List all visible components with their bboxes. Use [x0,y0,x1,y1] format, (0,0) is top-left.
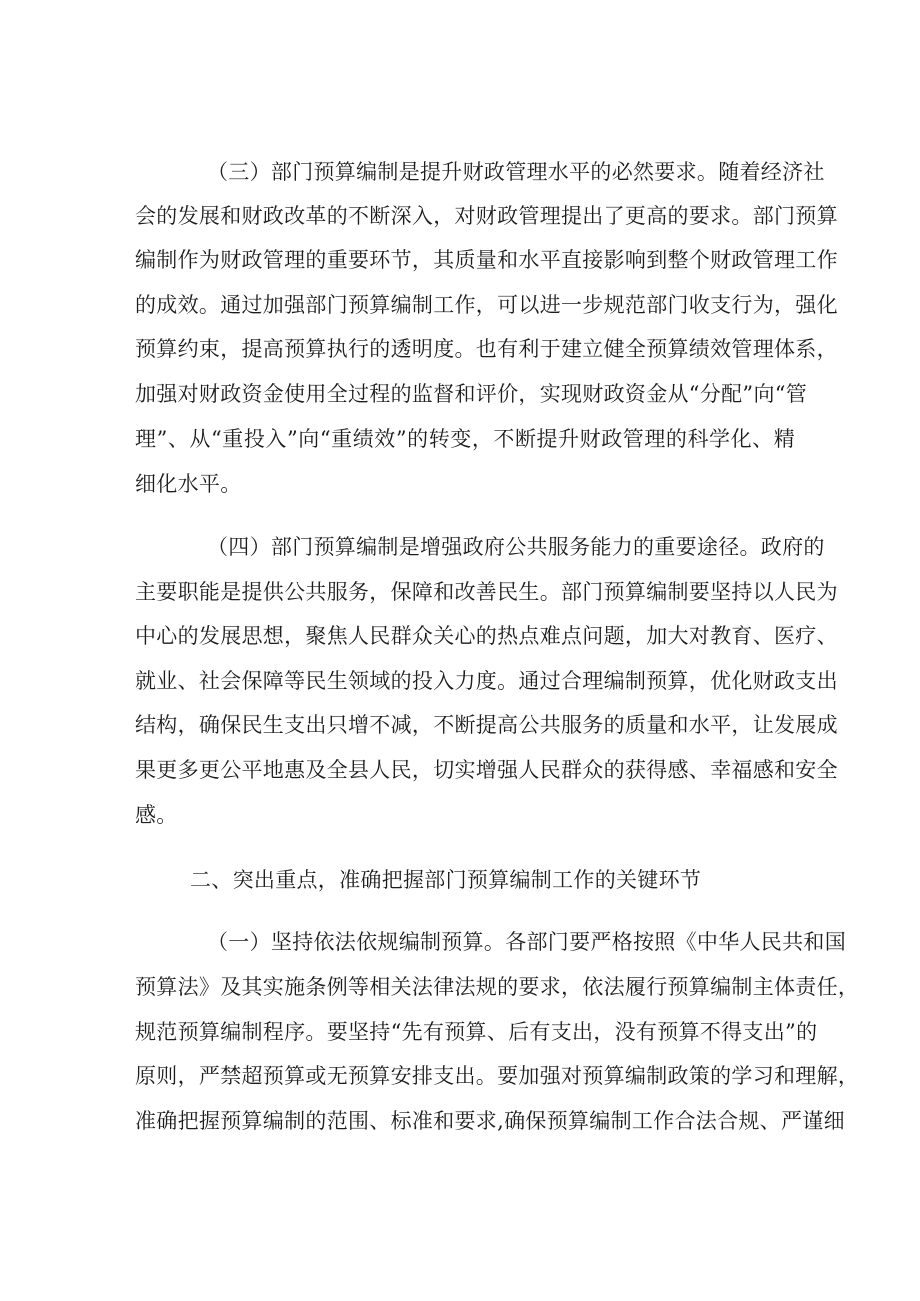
section-heading-text: 二、突出重点，准确把握部门预算编制工作的关键环节 [190,868,702,892]
paragraph-line: （四）部门预算编制是增强政府公共服务能力的重要途径。政府的 [207,535,825,559]
paragraph-line: 准确把握预算编制的范围、标准和要求,确保预算编制工作合法合规、严谨细 [135,1109,845,1133]
paragraph-line: 就业、社会保障等民生领域的投入力度。通过合理编制预算，优化财政支出 [135,669,838,693]
paragraph-line: 理”、从“重投入”向“重绩效”的转变，不断提升财政管理的科学化、精 [135,427,795,451]
paragraph-line: 主要职能是提供公共服务，保障和改善民生。部门预算编制要坚持以人民为 [135,580,838,604]
paragraph-line: 加强对财政资金使用全过程的监督和评价，实现财政资金从“分配”向“管 [135,382,808,406]
paragraph-line: 结构，确保民生支出只增不减，不断提高公共服务的质量和水平，让发展成 [135,713,838,737]
paragraph-line: （一）坚持依法依规编制预算。各部门要严格按照《中华人民共和国 [207,930,846,954]
paragraph-line: 编制作为财政管理的重要环节，其质量和水平直接影响到整个财政管理工作 [135,248,838,272]
paragraph-line: 中心的发展思想，聚焦人民群众关心的热点难点问题，加大对教育、医疗、 [135,624,838,648]
paragraph-line: （三）部门预算编制是提升财政管理水平的必然要求。随着经济社 [207,160,825,184]
paragraph-line: 会的发展和财政改革的不断深入，对财政管理提出了更高的要求。部门预算 [135,204,838,228]
paragraph-line: 细化水平。 [135,472,242,496]
paragraph-line: 预算法》及其实施条例等相关法律法规的要求，依法履行预算编制主体责任， [135,975,860,999]
paragraph-line: 感。 [135,803,178,827]
paragraph-line: 的成效。通过加强部门预算编制工作，可以进一步规范部门收支行为，强化 [135,293,838,317]
paragraph-line: 原则，严禁超预算或无预算安排支出。要加强对预算编制政策的学习和理解， [135,1064,860,1088]
paragraph-line: 果更多更公平地惠及全县人民，切实增强人民群众的获得感、幸福感和安全 [135,758,838,782]
paragraph-line: 规范预算编制程序。要坚持“先有预算、后有支出，没有预算不得支出”的 [135,1020,818,1044]
paragraph-line: 预算约束，提高预算执行的透明度。也有利于建立健全预算绩效管理体系， [135,337,838,361]
